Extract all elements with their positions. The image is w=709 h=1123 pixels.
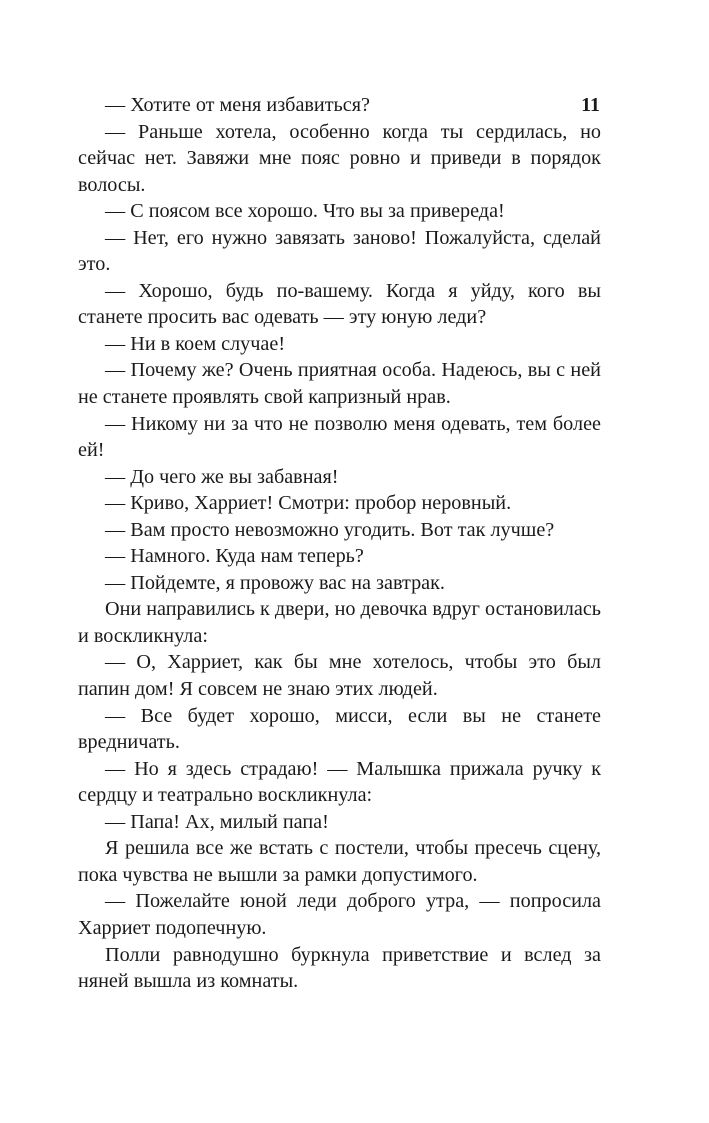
paragraph: — Намного. Куда нам теперь? xyxy=(105,545,364,568)
paragraph: — Ни в коем случае! xyxy=(105,332,286,355)
page-number: 11 xyxy=(581,94,600,116)
paragraph: — Никому ни за что не позволю меня одевать, тем более ей! xyxy=(78,412,601,462)
paragraph: — О, Харриет, как бы мне хотелось, чтобы это был папин дом! Я совсем не знаю этих людей. xyxy=(78,651,601,701)
paragraph: — Пожелайте юной леди доброго утра, — попросила Харриет подопечную. xyxy=(78,890,601,939)
paragraph: — Хотите от меня избавиться? xyxy=(105,94,370,116)
paragraph: Они направились к двери, но девочка вдруг остановилась и воскликнула: xyxy=(78,598,601,647)
paragraph: — Хорошо, будь по-вашему. Когда я уйду, кого вы станете просить вас одевать — эту юную леди? xyxy=(78,279,601,329)
paragraph: — Но я здесь страдаю! — Малышка прижала ручку к сердцу и театрально воскликнула: xyxy=(78,757,601,807)
paragraph: — Нет, его нужно завязать заново! Пожалуйста, сделай это. xyxy=(78,226,601,276)
paragraph: — Пойдемте, я провожу вас на завтрак. xyxy=(105,571,445,594)
paragraph: — Вам просто невозможно угодить. Вот так лучше? xyxy=(105,518,555,541)
text-body xyxy=(78,92,601,995)
paragraph: — Все будет хорошо, мисси, если вы не станете вредничать. xyxy=(78,704,601,754)
paragraph: — С поясом все хорошо. Что вы за привереда! xyxy=(105,200,505,223)
paragraph: Полли равнодушно буркнула приветствие и вслед за няней вышла из комнаты. xyxy=(78,943,601,993)
paragraph: — До чего же вы забавная! xyxy=(105,465,339,488)
paragraph: — Криво, Харриет! Смотри: пробор неровный. xyxy=(105,492,512,515)
paragraph: — Раньше хотела, особенно когда ты сердилась, но сейчас нет. Завяжи мне пояс ровно и приведи в порядок волосы. xyxy=(78,120,601,196)
paragraph: — Папа! Ах, милый папа! xyxy=(105,810,329,833)
paragraph: Я решила все же встать с постели, чтобы пресечь сцену, пока чувства не вышли за рамки допустимого. xyxy=(78,837,601,886)
paragraph: — Почему же? Очень приятная особа. Надеюсь, вы с ней не станете проявлять свой капризный нрав. xyxy=(78,359,601,409)
